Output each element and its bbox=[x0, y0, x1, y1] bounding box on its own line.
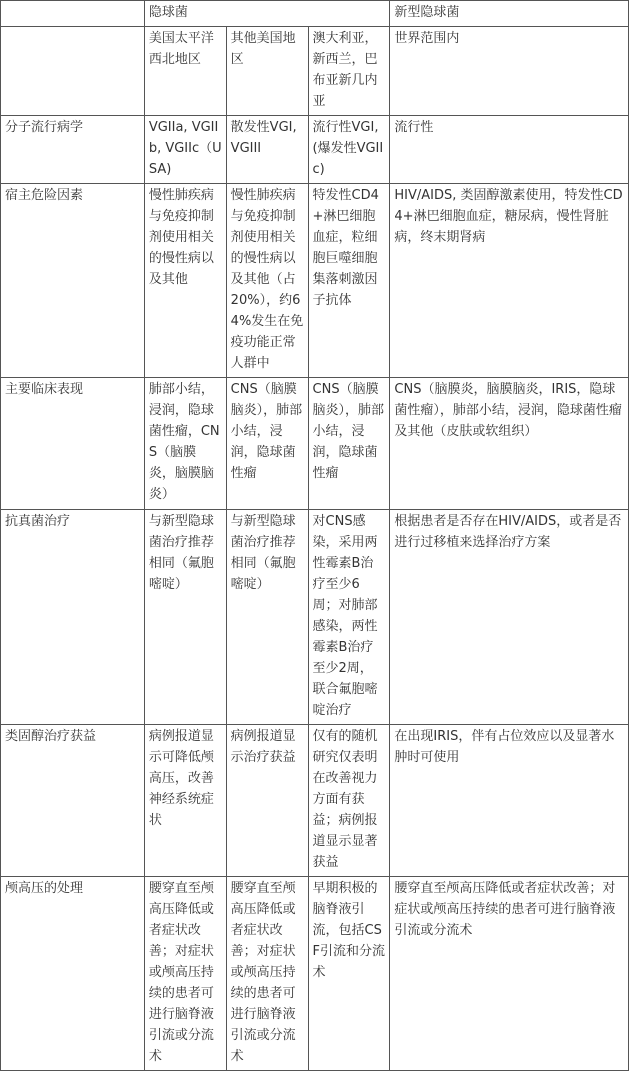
cell-other-us: 病例报道显示治疗获益 bbox=[226, 725, 308, 877]
cell-pnw: 病例报道显示可降低颅高压，改善神经系统症状 bbox=[144, 725, 226, 877]
cell-aus-png: 早期积极的脑脊液引流，包括CSF引流和分流术 bbox=[308, 877, 390, 1071]
cell-aus-png: CNS（脑膜脑炎），肺部小结，浸润，隐球菌性瘤 bbox=[308, 378, 390, 510]
header-region-aus-png: 澳大利亚，新西兰，巴布亚新几内亚 bbox=[308, 27, 390, 116]
cell-aus-png: 特发性CD4+淋巴细胞血症，粒细胞巨噬细胞集落刺激因子抗体 bbox=[308, 184, 390, 378]
header-gattii: 隐球菌 bbox=[144, 1, 390, 27]
cell-worldwide: 在出现IRIS，伴有占位效应以及显著水肿时可使用 bbox=[390, 725, 629, 877]
table-row bbox=[1, 378, 629, 510]
cell-pnw: VGIIa, VGIIb, VGIIc（USA) bbox=[144, 116, 226, 184]
header-region-worldwide: 世界范围内 bbox=[390, 27, 629, 116]
cell-other-us: 与新型隐球菌治疗推荐相同（氟胞嘧啶） bbox=[226, 510, 308, 725]
cell-other-us: 慢性肺疾病与免疫抑制剂使用相关的慢性病以及其他（占20%），约64%发生在免疫功能正常人群中 bbox=[226, 184, 308, 378]
cell-worldwide: HIV/AIDS, 类固醇激素使用，特发性CD4+淋巴细胞血症，糖尿病，慢性肾脏病，终末期肾病 bbox=[390, 184, 629, 378]
cell-pnw: 慢性肺疾病与免疫抑制剂使用相关的慢性病以及其他 bbox=[144, 184, 226, 378]
cell-other-us: 散发性VGI,VGIII bbox=[226, 116, 308, 184]
header-row-species bbox=[1, 1, 629, 27]
header-row-regions bbox=[1, 27, 629, 116]
header-region-other-us: 其他美国地区 bbox=[226, 27, 308, 116]
table-row bbox=[1, 877, 629, 1071]
cell-other-us: 腰穿直至颅高压降低或者症状改善；对症状或颅高压持续的患者可进行脑脊液引流或分流术 bbox=[226, 877, 308, 1071]
table-row bbox=[1, 184, 629, 378]
row-label: 颅高压的处理 bbox=[1, 877, 145, 1071]
cell-worldwide: 腰穿直至颅高压降低或者症状改善；对症状或颅高压持续的患者可进行脑脊液引流或分流术 bbox=[390, 877, 629, 1071]
row-label: 抗真菌治疗 bbox=[1, 510, 145, 725]
row-label: 分子流行病学 bbox=[1, 116, 145, 184]
row-label: 宿主危险因素 bbox=[1, 184, 145, 378]
cell-pnw: 肺部小结，浸润，隐球菌性瘤，CNS（脑膜炎，脑膜脑炎） bbox=[144, 378, 226, 510]
header-region-pnw: 美国太平洋西北地区 bbox=[144, 27, 226, 116]
cell-aus-png: 流行性VGI, (爆发性VGIIc) bbox=[308, 116, 390, 184]
table-row bbox=[1, 725, 629, 877]
row-label: 类固醇治疗获益 bbox=[1, 725, 145, 877]
row-label: 主要临床表现 bbox=[1, 378, 145, 510]
cell-aus-png: 对CNS感染，采用两性霉素B治疗至少6周；对肺部感染，两性霉素B治疗至少2周，联合氟胞嘧啶治疗 bbox=[308, 510, 390, 725]
corner-cell bbox=[1, 1, 145, 27]
header-neoformans: 新型隐球菌 bbox=[390, 1, 629, 27]
cell-pnw: 腰穿直至颅高压降低或者症状改善；对症状或颅高压持续的患者可进行脑脊液引流或分流术 bbox=[144, 877, 226, 1071]
cell-worldwide: 根据患者是否存在HIV/AIDS，或者是否进行过移植来选择治疗方案 bbox=[390, 510, 629, 725]
cell-pnw: 与新型隐球菌治疗推荐相同（氟胞嘧啶） bbox=[144, 510, 226, 725]
table-row bbox=[1, 510, 629, 725]
cell-worldwide: CNS（脑膜炎，脑膜脑炎，IRIS，隐球菌性瘤），肺部小结，浸润，隐球菌性瘤及其他（皮肤或软组织） bbox=[390, 378, 629, 510]
cell-worldwide: 流行性 bbox=[390, 116, 629, 184]
table-row bbox=[1, 116, 629, 184]
cell-other-us: CNS（脑膜脑炎），肺部小结，浸润，隐球菌性瘤 bbox=[226, 378, 308, 510]
corner-cell bbox=[1, 27, 145, 116]
cell-aus-png: 仅有的随机研究仅表明在改善视力方面有获益；病例报道显示显著获益 bbox=[308, 725, 390, 877]
